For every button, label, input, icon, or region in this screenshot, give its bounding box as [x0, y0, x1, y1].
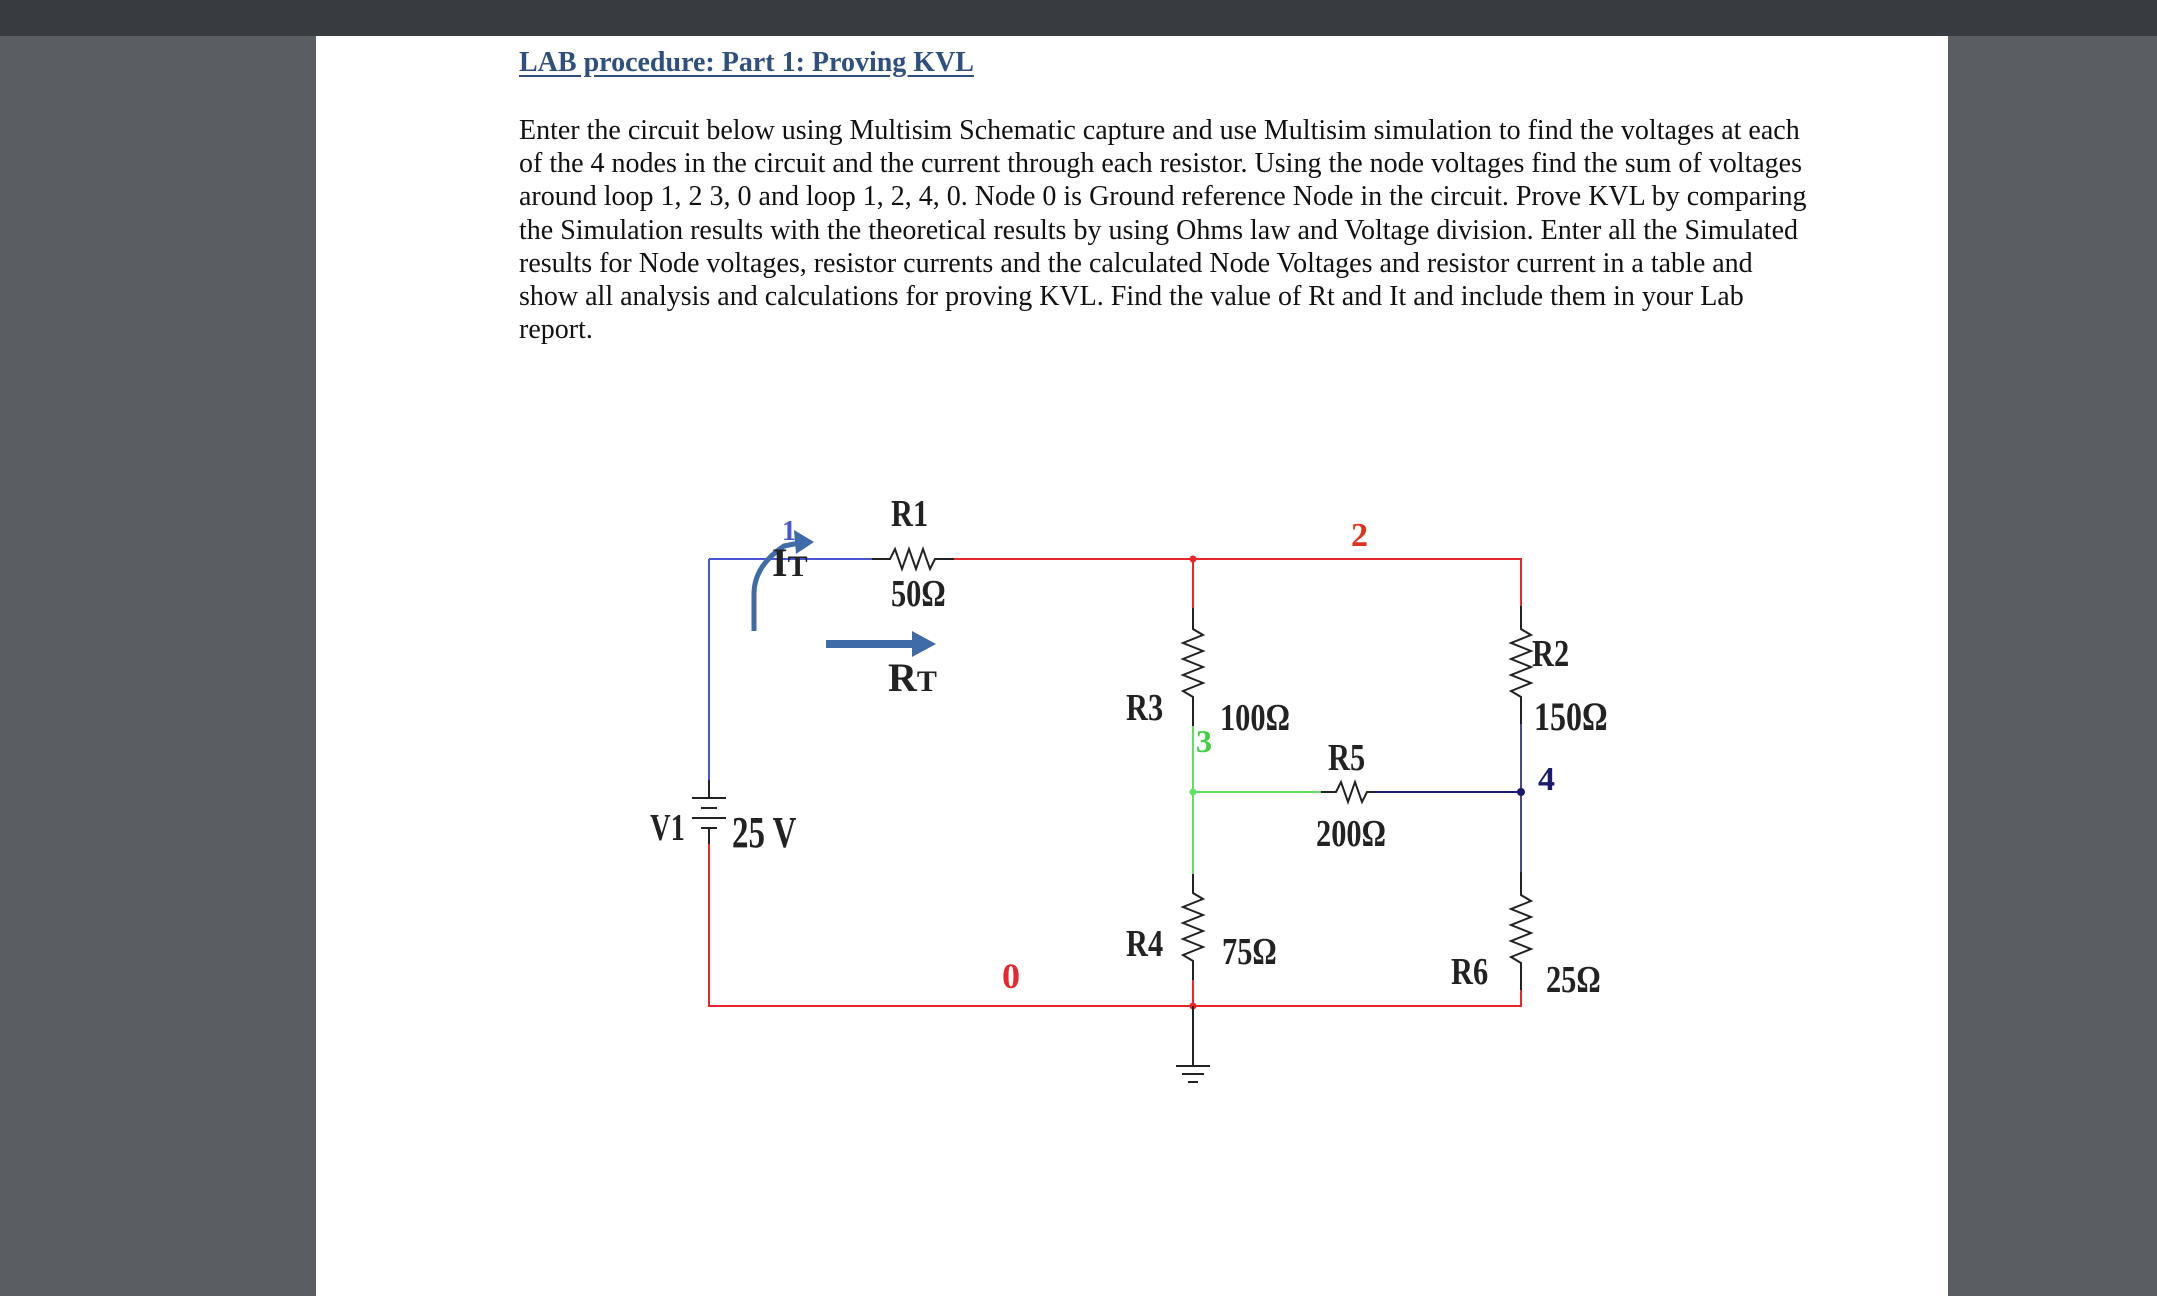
it-label-main: I: [772, 540, 788, 585]
r5-name: R5: [1328, 736, 1366, 779]
r2-value: 150Ω: [1534, 694, 1608, 739]
section-heading: LAB procedure: Part 1: Proving KVL: [519, 47, 974, 78]
r3-value: 100Ω: [1220, 696, 1290, 739]
node-2-label: 2: [1351, 517, 1368, 554]
r6-name: R6: [1451, 950, 1489, 993]
node-3-label: 3: [1196, 723, 1212, 759]
battery-v1-symbol: [692, 780, 726, 844]
resistor-r1-symbol: [872, 549, 954, 569]
node-1-label: 1: [782, 516, 796, 547]
node-0-label: 0: [1002, 956, 1020, 996]
rt-label-sub: T: [916, 665, 937, 698]
r5-value: 200Ω: [1316, 812, 1386, 855]
wire-node0: [709, 844, 1521, 1006]
document-page: [316, 36, 1948, 1296]
viewer-toolbar: [0, 0, 2157, 36]
resistor-r3-symbol: [1183, 608, 1203, 726]
node-4-label: 4: [1538, 761, 1555, 798]
junction-node4: [1517, 788, 1525, 796]
circuit-diagram: [316, 36, 1948, 1296]
resistor-r4-symbol: [1183, 874, 1203, 980]
r1-value: 50Ω: [891, 572, 946, 615]
resistor-r6-symbol: [1511, 872, 1531, 990]
resistor-r5-symbol: [1321, 782, 1372, 802]
junction-node3: [1190, 789, 1197, 796]
v1-value: 25 V: [732, 808, 797, 858]
junction-node2: [1190, 556, 1197, 563]
instructions-paragraph: Enter the circuit below using Multisim Schematic capture and use Multisim simulation to find the voltages at each of the 4 nodes in the circuit and the current through each resistor. Using the node voltages find the sum of voltages around loop 1, 2 3, 0 and loop 1, 2, 4, 0. Node 0 is Ground reference Node in the circuit. Prove KVL by comparing the Simulation results with the theoretical results by using Ohms law and Voltage division. Enter all the Simulated results for Node voltages, resistor currents and the calculated Node Voltages and resistor current in a table and show all analysis and calculations for proving KVL. Find the value of Rt and It and include them in your Lab report.: [519, 115, 1807, 346]
rt-label: [888, 655, 937, 700]
r3-name: R3: [1126, 686, 1164, 729]
rt-label-main: R: [888, 655, 917, 700]
r4-value: 75Ω: [1222, 930, 1277, 973]
v1-name: V1: [650, 807, 685, 850]
r1-name: R1: [891, 492, 929, 535]
it-label-sub: T: [787, 550, 808, 583]
r6-value: 25Ω: [1546, 958, 1601, 1001]
r2-name: R2: [1532, 632, 1570, 675]
wire-node2: [954, 559, 1521, 606]
r4-name: R4: [1126, 922, 1164, 965]
resistor-r2-symbol: [1511, 606, 1531, 724]
ground-symbol: [1176, 1006, 1210, 1082]
rt-arrow: [826, 631, 936, 657]
